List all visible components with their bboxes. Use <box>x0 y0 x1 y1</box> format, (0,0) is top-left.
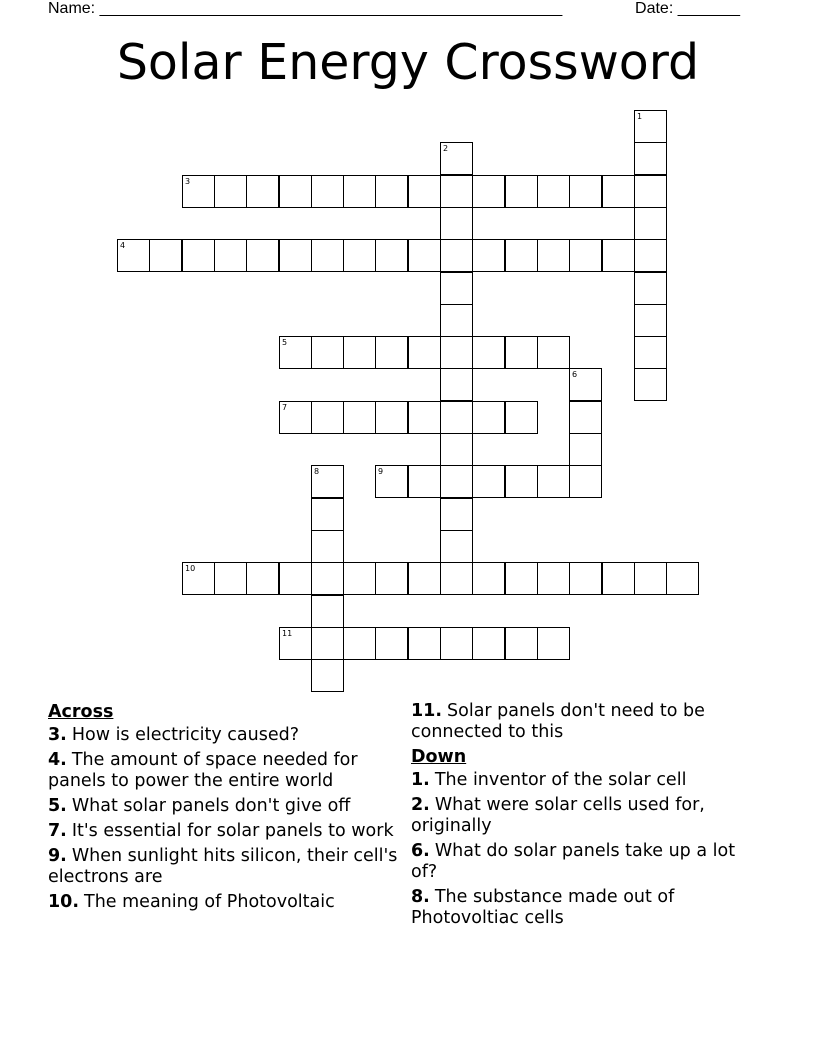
grid-cell[interactable] <box>505 562 538 595</box>
grid-cell[interactable] <box>408 465 441 498</box>
clue-text: The inventor of the solar cell <box>434 770 687 790</box>
grid-cell[interactable] <box>311 239 344 272</box>
cell-number: 9 <box>378 467 384 476</box>
grid-cell[interactable] <box>569 368 602 401</box>
grid-cell[interactable] <box>279 175 312 208</box>
across-clue-list-continued <box>411 701 756 743</box>
cell-number: 10 <box>185 564 196 573</box>
grid-cell[interactable] <box>537 562 570 595</box>
cell-number: 6 <box>572 370 578 379</box>
grid-cell[interactable] <box>408 336 441 369</box>
grid-cell[interactable] <box>440 368 473 401</box>
clue-number: 9. <box>48 846 67 866</box>
grid-cell[interactable] <box>602 239 635 272</box>
clue-number: 11. <box>411 701 443 721</box>
clue-text: It's essential for solar panels to work <box>71 821 394 841</box>
grid-cell[interactable] <box>634 142 667 175</box>
clue-text: What do solar panels take up a lot of? <box>411 841 736 882</box>
clue-number: 3. <box>48 725 67 745</box>
grid-cell[interactable] <box>440 239 473 272</box>
date-field[interactable]: Date: _______ <box>635 0 740 17</box>
grid-cell[interactable] <box>214 175 247 208</box>
clue-item <box>48 796 403 817</box>
grid-cell[interactable] <box>505 239 538 272</box>
cell-number: 4 <box>120 241 126 250</box>
grid-cell[interactable] <box>440 336 473 369</box>
grid-cell[interactable] <box>279 336 312 369</box>
grid-cell[interactable] <box>634 562 667 595</box>
grid-cell[interactable] <box>602 175 635 208</box>
grid-cell[interactable] <box>569 562 602 595</box>
grid-cell[interactable] <box>246 175 279 208</box>
grid-cell[interactable] <box>634 272 667 305</box>
grid-cell[interactable] <box>569 433 602 466</box>
grid-cell[interactable] <box>408 627 441 660</box>
grid-cell[interactable] <box>343 336 376 369</box>
grid-cell[interactable] <box>440 401 473 434</box>
grid-cell[interactable] <box>343 401 376 434</box>
grid-cell[interactable] <box>279 562 312 595</box>
grid-cell[interactable] <box>440 207 473 240</box>
grid-cell[interactable] <box>634 239 667 272</box>
clue-item <box>411 887 756 929</box>
grid-cell[interactable] <box>440 175 473 208</box>
across-clue-list <box>48 725 403 913</box>
grid-cell[interactable] <box>440 498 473 531</box>
clue-item <box>48 725 403 746</box>
clue-number: 7. <box>48 821 67 841</box>
clue-text: The amount of space needed for panels to power the entire world <box>48 750 358 791</box>
grid-cell[interactable] <box>505 401 538 434</box>
grid-cell[interactable] <box>472 175 505 208</box>
grid-cell[interactable] <box>279 401 312 434</box>
clues-column-left <box>48 701 403 917</box>
clue-item <box>48 821 403 842</box>
grid-cell[interactable] <box>537 336 570 369</box>
grid-cell[interactable] <box>440 465 473 498</box>
grid-cell[interactable] <box>440 433 473 466</box>
clue-number: 10. <box>48 892 80 912</box>
grid-cell[interactable] <box>472 239 505 272</box>
grid-cell[interactable] <box>634 175 667 208</box>
clue-text: When sunlight hits silicon, their cell's electrons are <box>48 846 398 887</box>
grid-cell[interactable] <box>505 465 538 498</box>
grid-cell[interactable] <box>472 465 505 498</box>
clue-text: What were solar cells used for, originally <box>411 795 705 836</box>
clue-text: Solar panels don't need to be connected to this <box>411 701 705 742</box>
clue-text: The meaning of Photovoltaic <box>84 892 335 912</box>
grid-cell[interactable] <box>214 562 247 595</box>
page-title: Solar Energy Crossword <box>116 34 700 91</box>
clue-number: 8. <box>411 887 430 907</box>
grid-cell[interactable] <box>375 175 408 208</box>
clue-item <box>411 841 756 883</box>
clue-item <box>48 846 403 888</box>
grid-cell[interactable] <box>311 498 344 531</box>
grid-cell[interactable] <box>149 239 182 272</box>
grid-cell[interactable] <box>440 562 473 595</box>
grid-cell[interactable] <box>634 336 667 369</box>
grid-cell[interactable] <box>343 562 376 595</box>
grid-cell[interactable] <box>537 465 570 498</box>
clue-number: 2. <box>411 795 430 815</box>
clue-number: 6. <box>411 841 430 861</box>
grid-cell[interactable] <box>214 239 247 272</box>
grid-cell[interactable] <box>569 401 602 434</box>
grid-cell[interactable] <box>343 175 376 208</box>
grid-cell[interactable] <box>569 465 602 498</box>
clue-text: The substance made out of Photovoltiac cells <box>411 887 675 928</box>
grid-cell[interactable] <box>311 659 344 692</box>
grid-cell[interactable] <box>311 175 344 208</box>
grid-cell[interactable] <box>246 562 279 595</box>
grid-cell[interactable] <box>408 239 441 272</box>
grid-cell[interactable] <box>602 562 635 595</box>
clue-text: How is electricity caused? <box>71 725 300 745</box>
across-heading: Across <box>48 702 114 722</box>
grid-cell[interactable] <box>311 336 344 369</box>
grid-cell[interactable] <box>375 627 408 660</box>
grid-cell[interactable] <box>311 401 344 434</box>
grid-cell[interactable] <box>375 239 408 272</box>
clue-item <box>411 701 756 743</box>
grid-cell[interactable] <box>311 595 344 628</box>
grid-cell[interactable] <box>634 110 667 143</box>
grid-cell[interactable] <box>117 239 150 272</box>
grid-cell[interactable] <box>472 336 505 369</box>
clue-item <box>411 795 756 837</box>
clue-number: 1. <box>411 770 430 790</box>
cell-number: 11 <box>282 629 293 638</box>
grid-cell[interactable] <box>311 562 344 595</box>
grid-cell[interactable] <box>408 175 441 208</box>
down-heading: Down <box>411 747 467 767</box>
cell-number: 8 <box>314 467 320 476</box>
grid-cell[interactable] <box>505 627 538 660</box>
grid-cell[interactable] <box>666 562 699 595</box>
cell-number: 5 <box>282 338 288 347</box>
grid-cell[interactable] <box>505 175 538 208</box>
grid-cell[interactable] <box>634 368 667 401</box>
clues-column-right <box>411 701 756 933</box>
grid-cell[interactable] <box>440 304 473 337</box>
grid-cell[interactable] <box>182 239 215 272</box>
clue-number: 4. <box>48 750 67 770</box>
grid-cell[interactable] <box>408 562 441 595</box>
down-clue-list <box>411 770 756 929</box>
clue-item <box>48 750 403 792</box>
grid-cell[interactable] <box>472 627 505 660</box>
grid-cell[interactable] <box>634 304 667 337</box>
grid-cell[interactable] <box>537 175 570 208</box>
grid-cell[interactable] <box>311 627 344 660</box>
grid-cell[interactable] <box>311 530 344 563</box>
grid-cell[interactable] <box>343 239 376 272</box>
grid-cell[interactable] <box>375 401 408 434</box>
grid-cell[interactable] <box>375 562 408 595</box>
cell-number: 7 <box>282 403 288 412</box>
grid-cell[interactable] <box>440 627 473 660</box>
grid-cell[interactable] <box>472 562 505 595</box>
grid-cell[interactable] <box>408 401 441 434</box>
grid-cell[interactable] <box>343 627 376 660</box>
grid-cell[interactable] <box>375 336 408 369</box>
grid-cell[interactable] <box>311 465 344 498</box>
cell-number: 1 <box>637 112 643 121</box>
grid-cell[interactable] <box>569 239 602 272</box>
grid-cell[interactable] <box>569 175 602 208</box>
clue-item <box>411 770 756 791</box>
cell-number: 3 <box>185 177 191 186</box>
grid-cell[interactable] <box>279 627 312 660</box>
cell-number: 2 <box>443 144 449 153</box>
grid-cell[interactable] <box>279 239 312 272</box>
grid-cell[interactable] <box>634 207 667 240</box>
name-field[interactable]: Name: ____________________________________________________ <box>48 0 563 17</box>
grid-cell[interactable] <box>537 627 570 660</box>
clue-text: What solar panels don't give off <box>71 796 351 816</box>
grid-cell[interactable] <box>182 175 215 208</box>
grid-cell[interactable] <box>246 239 279 272</box>
grid-cell[interactable] <box>472 401 505 434</box>
grid-cell[interactable] <box>440 272 473 305</box>
grid-cell[interactable] <box>375 465 408 498</box>
grid-cell[interactable] <box>440 142 473 175</box>
grid-cell[interactable] <box>505 336 538 369</box>
grid-cell[interactable] <box>182 562 215 595</box>
clue-item <box>48 892 403 913</box>
grid-cell[interactable] <box>537 239 570 272</box>
grid-cell[interactable] <box>440 530 473 563</box>
clue-number: 5. <box>48 796 67 816</box>
